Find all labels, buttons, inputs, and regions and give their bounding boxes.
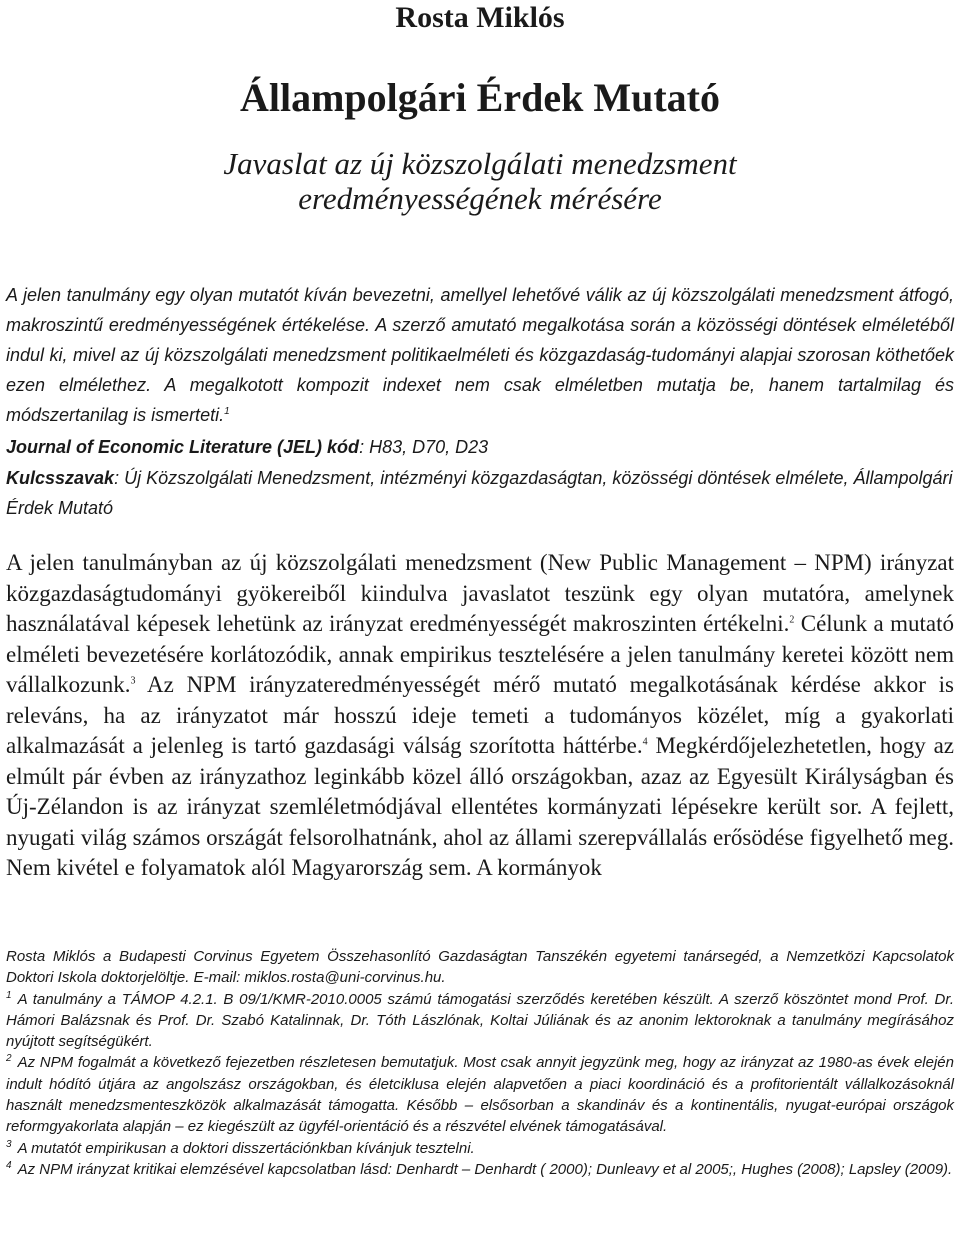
footnote-3 [6, 1138, 954, 1159]
footnote-4 [6, 1159, 954, 1180]
body-text-3: Az NPM irányzateredményességét mérő mutató megalkotásának kérdése akkor is releváns, ha az irányzatot már hosszú ideje temeti a tudományos közélet, míg a gyakorlati alkalmazását a jelenleg is tartó gazdasági válság szorította háttérbe. [6, 672, 954, 758]
footnote-2 [6, 1052, 954, 1137]
keywords-label: Kulcsszavak [6, 468, 115, 488]
body-text-2: Célunk a mutató elméleti bevezetésére korlátozódik, annak empirikus tesztelésére a jelen tanulmány keretei között nem vállalkozunk. [6, 611, 954, 697]
footnote-ref-3[interactable]: 3 [130, 675, 136, 687]
footnote-ref-2[interactable]: 2 [789, 614, 795, 626]
footnote-text: Az NPM irányzat kritikai elemzésével kapcsolatban lásd: Denhardt – Denhardt ( 2000); Dunleavy et al 2005;, Hughes (2008); Lapsley (2009). [17, 1160, 953, 1178]
jel-label: Journal of Economic Literature (JEL) kód [6, 437, 360, 457]
jel-value: : H83, D70, D23 [359, 437, 489, 457]
body-text-1: A jelen tanulmányban az új közszolgálati menedzsment (New Public Management – NPM) irányzat közgazdaságtudományi gyökereiből kiindulva javaslatot teszünk egy olyan mutatóra, amelynek használatával képesek lehetünk az irányzat eredményességét makroszinten értékelni. [6, 550, 954, 636]
body-text-4: Megkérdőjelezhetetlen, hogy az elmúlt pár évben az irányzathoz leginkább közel álló országokban, azaz az Egyesült Királyságban és Új-Zélandon is az irányzat szemléletmódjával ellentétes kormányzati lépésekre került sor. A fejlett, nyugati világ számos országát felsorolhatnánk, ahol az állami szerepvállalás erősödése figyelhető meg. Nem kivétel e folyamatok alól Magyarország sem. A kormányok [6, 733, 954, 880]
article-title: Állampolgári Érdek Mutató [240, 75, 720, 120]
article-subtitle [0, 146, 960, 216]
footnote-number: 3 [6, 1138, 12, 1150]
abstract-text: A jelen tanulmány egy olyan mutatót kíván bevezetni, amellyel lehetővé válik az új közszolgálati menedzsment átfogó, makroszintű eredményességének értékelése. A szerző amutató megalkotása során a közösségi döntések elméletéből indul ki, mivel az új közszolgálati menedzsment politikaelméleti és közgazdaság-tudományi alapjai szorosan köthetőek ezen elmélethez. A megalkotott kompozit indexet nem csak elméletben mutatja be, hanem tartalmilag és módszertanilag is ismerteti. [6, 285, 954, 425]
footnote-ref-1[interactable]: 1 [224, 406, 230, 417]
abstract [6, 280, 954, 430]
keywords [6, 463, 954, 523]
jel-codes [6, 432, 954, 462]
footnote-text: A tanulmány a TÁMOP 4.2.1. B 09/1/KMR-2010.0005 számú támogatási szerződés keretében készült. A szerző köszöntet mond Prof. Dr. Hámori Balázsnak és Prof. Dr. Szabó Katalinnak, Dr. Tóth Lászlónak, Koltai Júliának és az anonim lektoroknak a tanulmány megírásához nyújtott segítségükért. [6, 990, 954, 1051]
subtitle-line-2: eredményességének mérésére [298, 181, 662, 216]
footnotes [6, 946, 954, 1180]
footnote-number: 1 [6, 989, 12, 1001]
footnote-ref-4[interactable]: 4 [642, 736, 648, 748]
body-paragraph [6, 548, 954, 884]
footnote-number: 4 [6, 1159, 12, 1171]
keywords-value: : Új Közszolgálati Menedzsment, intézményi közgazdaságtan, közösségi döntések elmélete, Állampolgári Érdek Mutató [6, 468, 953, 518]
author-name: Rosta Miklós [395, 1, 565, 34]
footnote-number: 2 [6, 1053, 12, 1065]
subtitle-line-1: Javaslat az új közszolgálati menedzsment [223, 146, 737, 181]
author-note: Rosta Miklós a Budapesti Corvinus Egyetem Összehasonlító Gazdaságtan Tanszékén egyetemi tanársegéd, a Nemzetközi Kapcsolatok Doktori Iskola doktorjelöltje. E-mail: miklos.rosta@uni-corvinus.hu. [6, 948, 954, 987]
footnote-1 [6, 989, 954, 1053]
footnote-text: Az NPM fogalmát a következő fejezetben részletesen bemutatjuk. Most csak annyit jegyzünk meg, hogy az irányzat az 1980-as évek elején indult hódító útjára az angolszász országokban, és életciklusa elején alapvetően a piaci koordináció és a profitorientált vállalkozásoknál használt menedzsmenteszközök alkalmazását támogatta. Később – elsősorban a skandináv és a kontinentális, nyugat-európai országok reformgyakorlata alapján – ez kiegészült az ügyfél-orientáció és a részvétel elvének támogatásával. [6, 1054, 954, 1136]
footnote-text: A mutatót empirikusan a doktori disszertációnkban kívánjuk tesztelni. [17, 1139, 475, 1157]
